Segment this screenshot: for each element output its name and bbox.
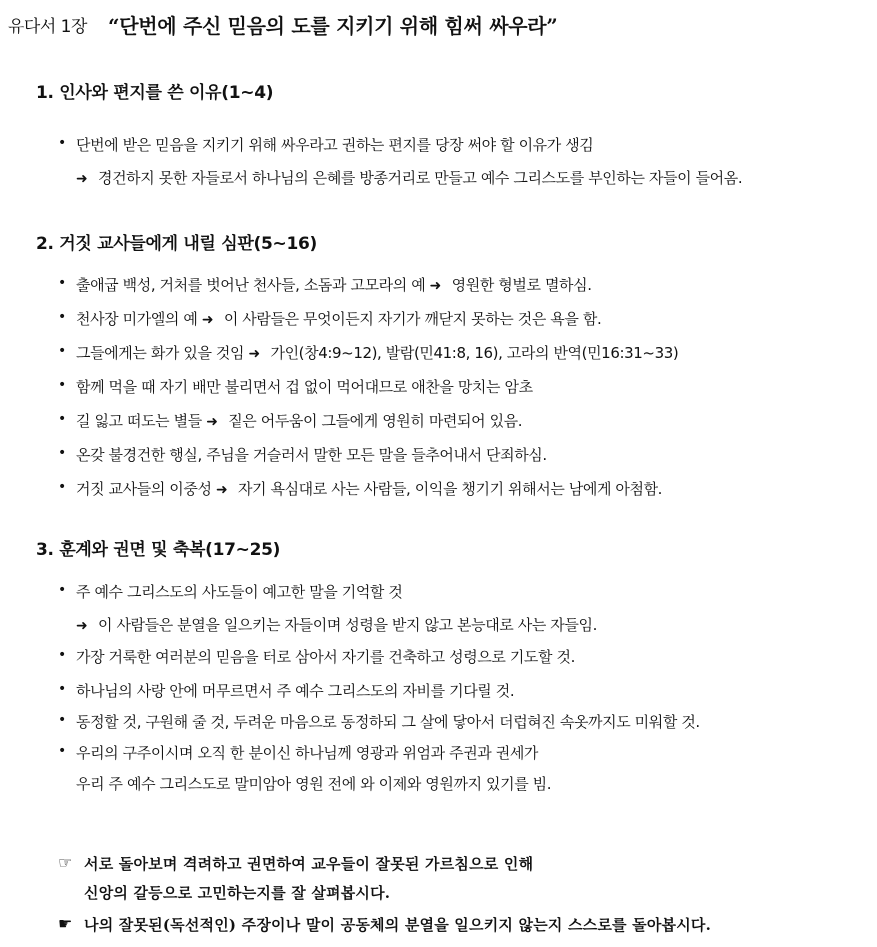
s2-line-2-row [76,308,601,329]
closing-line-1a: 서로 돌아보며 격려하고 권면하여 교우들이 잘못된 가르침으로 인해 [84,855,534,873]
bullet-icon: • [58,343,67,359]
s2-line-2-left: 천사장 미가엘의 예 [76,310,198,328]
s3-line-7: 우리 주 예수 그리스도로 말미암아 영원 전에 와 이제와 영원까지 있기를 빔. [76,775,552,793]
bullet-icon: • [58,377,67,393]
s3-line-6: 우리의 구주이시며 오직 한 분이신 하나님께 영광과 위엄과 주권과 권세가 [76,744,539,762]
right-arrow-icon: ➜ [201,312,214,328]
bullet-icon: • [58,309,67,325]
page-header [8,10,557,39]
bullet-icon: • [58,479,67,495]
s2-line-6: 온갖 불경건한 행실, 주님을 거슬러서 말한 모든 말을 들추어내서 단죄하심. [76,446,547,464]
s2-line-5-left: 길 잃고 떠도는 별들 [76,412,202,430]
s3-line-4: 하나님의 사랑 안에 머무르면서 주 예수 그리스도의 자비를 기다릴 것. [76,682,515,700]
s2-line-1-left: 출애굽 백성, 거처를 벗어난 천사들, 소돔과 고모라의 예 [76,276,426,294]
section-3-heading: 3. 훈계와 권면 및 축복(17~25) [36,540,281,560]
page-title: “단번에 주신 믿음의 도를 지키기 위해 힘써 싸우라” [108,14,558,38]
bullet-icon: • [58,681,67,697]
bullet-icon: • [58,275,67,291]
right-arrow-icon: ➜ [429,278,442,294]
bullet-icon: • [58,743,67,759]
right-arrow-icon: ➜ [76,171,88,187]
right-arrow-icon: ➜ [215,482,228,498]
bullet-icon: • [58,411,67,427]
s3-line-2: 이 사람들은 분열을 일으키는 자들이며 성령을 받지 않고 본능대로 사는 자들임. [98,616,597,634]
s3-line-5: 동정할 것, 구원해 줄 것, 두려운 마음으로 동정하되 그 살에 닿아서 더럽혀진 속옷까지도 미워할 것. [76,713,700,731]
s1-line-1: 단번에 받은 믿음을 지키기 위해 싸우라고 권하는 편지를 당장 써야 할 이유가 생김 [76,136,594,154]
pointing-hand-filled-icon: ☛ [58,914,73,933]
s2-line-3-left: 그들에게는 화가 있을 것임 [76,344,245,362]
s3-line-2-row [76,614,597,635]
closing-line-1b: 신앙의 갈등으로 고민하는지를 잘 살펴봅시다. [84,884,391,902]
s3-line-3: 가장 거룩한 여러분의 믿음을 터로 삼아서 자기를 건축하고 성령으로 기도할 것. [76,648,575,666]
s1-line-2-row [76,167,742,188]
closing-line-2: 나의 잘못된(독선적인) 주장이나 말이 공동체의 분열을 일으키지 않는지 스스로를 돌아봅시다. [84,916,712,934]
right-arrow-icon: ➜ [206,414,218,430]
section-2-heading: 2. 거짓 교사들에게 내릴 심판(5~16) [36,234,317,254]
section-1-heading: 1. 인사와 편지를 쓴 이유(1~4) [36,83,274,103]
book-chapter-label: 유다서 1장 [8,17,87,37]
pointing-hand-outline-icon: ☞ [58,853,73,872]
s2-line-1-right: 영원한 형벌로 멸하심. [451,276,592,294]
s2-line-7-row [76,478,662,499]
s2-line-7-right: 자기 욕심대로 사는 사람들, 이익을 챙기기 위해서는 남에게 아첨함. [237,480,663,498]
right-arrow-icon: ➜ [248,346,260,362]
s2-line-5-right: 짙은 어두움이 그들에게 영원히 마련되어 있음. [228,412,523,430]
bullet-icon: • [58,712,67,728]
s2-line-3-row [76,342,678,363]
s2-line-3-right: 가인(창4:9~12), 발람(민41:8, 16), 고라의 반역(민16:31~33) [270,344,679,362]
s2-line-4: 함께 먹을 때 자기 배만 불리면서 겁 없이 먹어대므로 애찬을 망치는 암초 [76,378,533,396]
s3-line-1: 주 예수 그리스도의 사도들이 예고한 말을 기억할 것 [76,583,403,601]
bullet-icon: • [58,647,67,663]
s2-line-2-right: 이 사람들은 무엇이든지 자기가 깨닫지 못하는 것은 욕을 함. [223,310,602,328]
right-arrow-icon: ➜ [76,618,88,634]
bullet-icon: • [58,135,67,151]
s2-line-7-left: 거짓 교사들의 이중성 [76,480,212,498]
s2-line-1-row [76,274,592,295]
bullet-icon: • [58,445,67,461]
s2-line-5-row [76,410,522,431]
bullet-icon: • [58,582,67,598]
s1-line-2: 경건하지 못한 자들로서 하나님의 은혜를 방종거리로 만들고 예수 그리스도를 부인하는 자들이 들어옴. [98,169,743,187]
